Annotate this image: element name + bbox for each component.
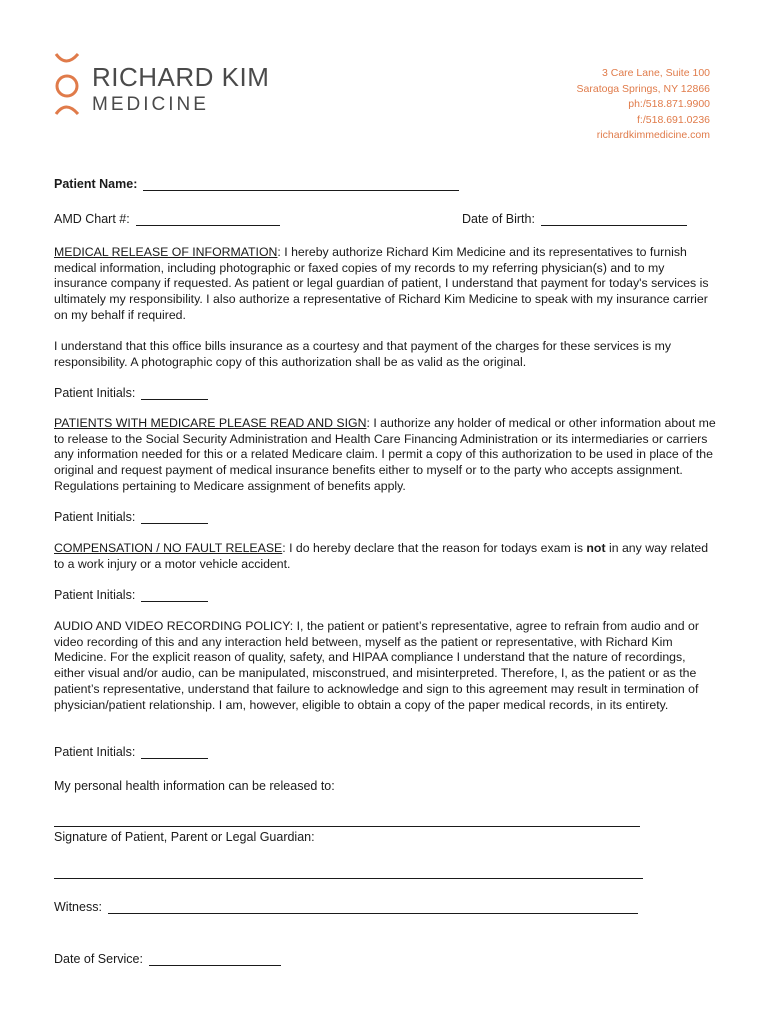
release-to-label: My personal health information can be released to: bbox=[54, 779, 335, 793]
patient-name-field[interactable] bbox=[143, 177, 459, 191]
address-line1: 3 Care Lane, Suite 100 bbox=[602, 67, 710, 79]
compensation-text-b: in any way related to a work injury or a motor vehicle accident. bbox=[54, 541, 709, 571]
initials-field-1[interactable] bbox=[141, 386, 208, 400]
logo-name-line2: MEDICINE bbox=[92, 94, 209, 115]
medicare-heading: PATIENTS WITH MEDICARE PLEASE READ AND SIGN bbox=[54, 416, 367, 430]
amd-chart-label: AMD Chart #: bbox=[54, 212, 130, 226]
contact-block bbox=[577, 66, 710, 144]
dob-label: Date of Birth: bbox=[462, 212, 535, 226]
release-to-field[interactable] bbox=[54, 826, 640, 827]
initials-field-3[interactable] bbox=[141, 588, 208, 602]
witness-row bbox=[54, 900, 638, 914]
medical-release-text: : I hereby authorize Richard Kim Medicine and its representatives to furnish medical information, including photographic or faxed copies of my records to my referring physician(s) and to my insurance company if requested. As patient or legal guardian of patient, I understand that payment for today's services is ultimately my responsibility. I also authorize a representative of Richard Kim Medicine to speak with my insurance carrier on my behalf if required. bbox=[54, 245, 709, 322]
compensation-text-a: : I do hereby declare that the reason for todays exam is bbox=[282, 541, 587, 555]
date-of-service-row bbox=[54, 952, 281, 966]
medical-release-heading: MEDICAL RELEASE OF INFORMATION bbox=[54, 245, 278, 259]
website: richardkimmedicine.com bbox=[596, 129, 710, 141]
initials-row-1 bbox=[54, 386, 208, 400]
witness-field[interactable] bbox=[108, 900, 638, 914]
medicare-text: : I authorize any holder of medical or other information about me to release to the Social Security Administration and Health Care Financing Administration or its intermediaries or carriers any information needed for this or a related Medicare claim. I permit a copy of this authorization to be used in place of the original and request payment of medical insurance benefits either to myself or to the party who accepts assignment. Regulations pertaining to Medicare assignment of benefits apply. bbox=[54, 416, 716, 493]
initials-row-2 bbox=[54, 510, 208, 524]
date-of-service-label: Date of Service: bbox=[54, 952, 143, 966]
logo-name-line1: RICHARD KIM bbox=[92, 62, 270, 92]
medicare-paragraph bbox=[54, 416, 719, 495]
initials-label-2: Patient Initials: bbox=[54, 510, 136, 524]
address-line2: Saratoga Springs, NY 12866 bbox=[576, 82, 710, 95]
witness-label: Witness: bbox=[54, 900, 102, 914]
compensation-heading: COMPENSATION / NO FAULT RELEASE bbox=[54, 541, 283, 555]
patient-name-row bbox=[54, 177, 459, 191]
signature-label: Signature of Patient, Parent or Legal Guardian: bbox=[54, 830, 315, 844]
logo-mark-icon bbox=[52, 52, 84, 118]
dob-row bbox=[462, 212, 687, 226]
amd-chart-field[interactable] bbox=[136, 212, 280, 226]
initials-label-4: Patient Initials: bbox=[54, 745, 136, 759]
recording-policy-paragraph bbox=[54, 619, 719, 713]
recording-text: AUDIO AND VIDEO RECORDING POLICY: I, the patient or patient’s representative, agree to refrain from audio and or video recording of this and any interaction held between, myself as the patient or representative, with Richard Kim Medicine. For the explicit reason of quality, safety, and HIPAA compliance I understand that the nature of recordings, either visual and/or audio, can be manipulated, misconstrued, and misinterpreted. Therefore, I, as the patient or as the patient’s representative, understand that failure to acknowledge and sign to this agreement may result in termination of physician/patient relationship. I am, however, eligible to obtain a copy of the paper medical records, in its entirety. bbox=[54, 619, 699, 712]
initials-label-1: Patient Initials: bbox=[54, 386, 136, 400]
initials-field-2[interactable] bbox=[141, 510, 208, 524]
initials-row-4 bbox=[54, 745, 208, 759]
medical-release-paragraph bbox=[54, 245, 719, 324]
company-logo bbox=[52, 52, 292, 122]
initials-label-3: Patient Initials: bbox=[54, 588, 136, 602]
initials-row-3 bbox=[54, 588, 208, 602]
signature-row bbox=[54, 830, 315, 844]
signature-field[interactable] bbox=[54, 878, 643, 879]
dob-field[interactable] bbox=[541, 212, 687, 226]
release-to-row bbox=[54, 779, 335, 793]
patient-name-label: Patient Name: bbox=[54, 177, 138, 191]
date-of-service-field[interactable] bbox=[149, 952, 281, 966]
billing-text: I understand that this office bills insurance as a courtesy and that payment of the charges for these services is my responsibility. A photographic copy of this authorization shall be as valid as the original. bbox=[54, 339, 671, 369]
billing-paragraph bbox=[54, 339, 719, 370]
amd-chart-row bbox=[54, 212, 280, 226]
fax: f:/518.691.0236 bbox=[637, 113, 710, 126]
initials-field-4[interactable] bbox=[141, 745, 208, 759]
compensation-bold: not bbox=[586, 541, 606, 555]
phone: ph:/518.871.9900 bbox=[628, 98, 710, 110]
compensation-paragraph bbox=[54, 541, 719, 572]
